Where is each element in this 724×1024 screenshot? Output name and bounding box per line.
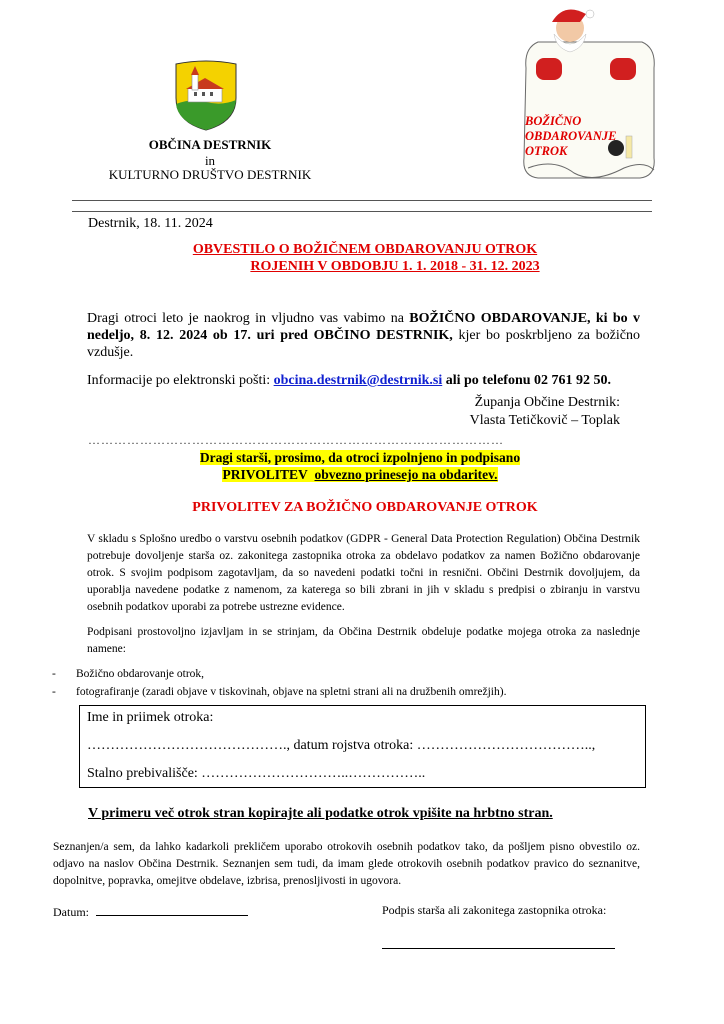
reminder-consent-word: PRIVOLITEV <box>222 467 308 482</box>
santa-label <box>525 114 616 159</box>
consent-paragraph: V skladu s Splošno uredbo o varstvu osebnih podatkov (GDPR - General Data Protection Regulation) Občina Destrnik potrebuje dovoljenje starša oz. zakonitega zastopnika otroka za obdelavo podatkov za namen Božično obdarovanje otrok. S svojim podpisom zagotavljam, da so navedeni podatki točni in resnični. Občini Destrnik dovoljujem, da uporablja navedene podatke z namenom, za katerega so bili zbrani in jih v skladu s predpisi o zbiranju in varstvu osebnih podatkov uporabi za potrebe ustrezne evidence. <box>87 533 640 613</box>
signer-title: Županja Občine Destrnik: <box>474 395 620 410</box>
signer-block <box>390 394 620 430</box>
date-line: Destrnik, 18. 11. 2024 <box>88 216 213 231</box>
signature-label: Podpis starša ali zakonitega zastopnika otroka: <box>382 903 607 917</box>
date-input-line[interactable] <box>96 903 248 916</box>
notice-title: OBVESTILO O BOŽIČNEM OBDAROVANJU OTROK <box>192 242 538 257</box>
municipality-name: OBČINA DESTRNIK <box>148 137 272 152</box>
intro-text: kjer bo poskrbljeno za božično vzdušje. <box>87 328 640 360</box>
header-divider <box>72 211 652 212</box>
parent-reminder <box>140 449 580 483</box>
email-link[interactable]: obcina.destrnik@destrnik.si <box>273 373 443 388</box>
conjunction: in <box>204 153 216 168</box>
rights-statement: Seznanjen/a sem, da lahko kadarkoli prekličem uporabo otrokovih osebnih podatkov tako, da pošljem pisno obvestilo oz. odjavo na naslov Občina Destrnik. Seznanjen sem tudi, da imam glede otrokovih osebnih podatkov pravico do seznanitve, dopolnitve, popravka, omejitve obdelave, izbrisa, prenosljivosti in ugovora. <box>53 841 640 887</box>
notice-subtitle: ROJENIH V OBDOBJU 1. 1. 2018 - 31. 12. 2023 <box>250 259 540 274</box>
society-name: KULTURNO DRUŠTVO DESTRNIK <box>108 167 312 182</box>
santa-label-line: OBDAROVANJE <box>525 129 617 143</box>
purpose-item: Božično obdarovanje otrok, <box>76 668 205 680</box>
reminder-line: Dragi starši, prosimo, da otroci izpolnjeno in podpisano <box>199 450 521 465</box>
copy-note: V primeru več otrok stran kopirajte ali podatke otrok vpišite na hrbtno stran. <box>88 806 553 821</box>
dotted-separator: …………………………………………………………………………………… <box>88 433 504 447</box>
date-field <box>53 903 248 920</box>
contact-info <box>87 372 640 389</box>
signer-name: Vlasta Tetičkovič – Toplak <box>469 413 620 428</box>
child-info-form <box>79 705 646 788</box>
consent-title: PRIVOLITEV ZA BOŽIČNO OBDAROVANJE OTROK <box>192 500 538 515</box>
santa-label-line: OTROK <box>525 144 568 158</box>
event-details: BOŽIČNO OBDAROVANJE, ki bo v nedeljo, 8. 12. 2024 ob 17. uri pred OBČINO DESTRNIK, <box>87 311 640 343</box>
reminder-line: obvezno prinesejo na obdaritev. <box>314 467 498 482</box>
bullet-dash: - <box>52 686 56 698</box>
date-label: Datum: <box>53 905 89 919</box>
santa-scroll-illustration <box>514 8 664 186</box>
child-name-dob-field[interactable]: ……………………………………., datum rojstva otroka: ……………………………….., <box>87 738 596 753</box>
municipality-crest-logo <box>172 60 240 132</box>
consent-statement: Podpisani prostovoljno izjavljam in se strinjam, da Občina Destrnik obdeluje podatke mojega otroka za naslednje namene: <box>87 626 640 655</box>
signature-line[interactable] <box>382 936 615 949</box>
bullet-dash: - <box>52 668 56 680</box>
child-name-label: Ime in priimek otroka: <box>87 710 214 725</box>
purpose-item: fotografiranje (zaradi objave v tiskovinah, objave na spletni strani ali na družbenih omrežjih). <box>76 686 507 698</box>
contact-text: Informacije po elektronski pošti: <box>87 373 274 388</box>
header-divider <box>72 200 652 201</box>
intro-paragraph <box>87 310 640 361</box>
address-field[interactable]: Stalno prebivališče: …………………………..…………….. <box>87 766 426 781</box>
intro-text: Dragi otroci leto je naokrog in vljudno vas vabimo na <box>87 311 410 326</box>
phone-text: ali po telefonu 02 761 92 50. <box>442 373 612 388</box>
santa-label-line: BOŽIČNO <box>525 114 582 128</box>
